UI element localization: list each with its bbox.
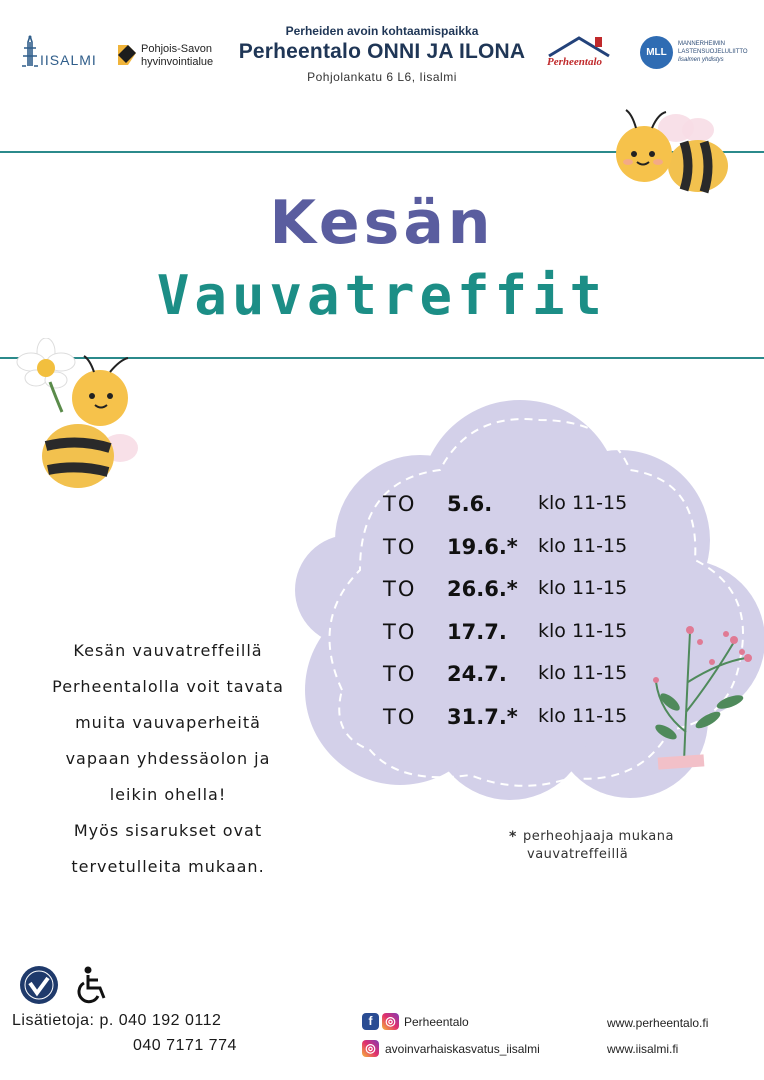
note-star: * [509, 829, 517, 845]
description-line: vapaan yhdessäolon ja [65, 749, 271, 768]
header-center [232, 24, 532, 84]
schedule-date: 17.7. [447, 620, 507, 644]
wheelchair-icon [76, 966, 110, 1004]
title-vauvatreffit: Vauvatreffit [156, 264, 608, 327]
pohjois-savon-shape-icon [116, 43, 138, 67]
schedule-time: klo 11-15 [538, 662, 628, 684]
schedule-time: klo 11-15 [538, 492, 628, 514]
description-line: tervetulleita mukaan. [71, 857, 265, 876]
web-perheentalo-link[interactable]: www.perheentalo.fi [607, 1016, 709, 1030]
social-instagram-label: avoinvarhaiskasvatus_iisalmi [385, 1042, 540, 1056]
perheentalo-logo-text: Perheentalo [547, 56, 602, 68]
description-line: leikin ohella! [109, 785, 227, 804]
header-title: Perheentalo ONNI JA ILONA [238, 40, 526, 63]
accessibility-badge-icon [19, 965, 59, 1005]
bee-top-right-icon [606, 104, 736, 204]
schedule-day: TO [383, 620, 417, 644]
schedule-day: TO [383, 492, 417, 516]
contact-phone-2: 040 7171 774 [133, 1037, 237, 1054]
description-line: Kesän vauvatreffeillä [73, 641, 263, 660]
header-address: Pohjolankatu 6 L6, Iisalmi [307, 70, 457, 84]
instagram-icon: ◎ [362, 1040, 379, 1057]
schedule-date: 26.6.* [447, 577, 518, 601]
title-kesan: Kesän [269, 188, 495, 258]
social-perheentalo-label: Perheentalo [404, 1015, 469, 1029]
mll-line3: Iisalmen yhdistys [678, 57, 724, 63]
pohjois-savon-logo [116, 43, 214, 71]
instagram-icon: ◎ [382, 1013, 399, 1030]
mll-line1: MANNERHEIMIN [678, 41, 726, 47]
description-line: Myös sisarukset ovat [73, 821, 263, 840]
description [18, 633, 318, 885]
mll-line2: LASTENSUOJELULIITTO [678, 49, 748, 55]
bee-with-flower-icon [10, 338, 150, 498]
schedule-date: 24.7. [447, 662, 507, 686]
header-subtitle: Perheiden avoin kohtaamispaikka [285, 24, 479, 38]
contact-phone-1: Lisätietoja: p. 040 192 0112 [12, 1012, 222, 1029]
perheentalo-logo [543, 34, 615, 74]
iisalmi-tower-icon [18, 34, 42, 68]
schedule-date: 19.6.* [447, 535, 518, 559]
note-line1: perheohjaaja mukana [523, 829, 674, 844]
schedule-day: TO [383, 662, 417, 686]
iisalmi-logo [18, 34, 108, 70]
schedule-time: klo 11-15 [538, 620, 628, 642]
flower-sprig-icon [650, 612, 760, 782]
schedule-time: klo 11-15 [538, 577, 628, 599]
pohjois-savon-line2: hyvinvointialue [141, 56, 214, 68]
schedule-day: TO [383, 535, 417, 559]
schedule-date: 31.7.* [447, 705, 518, 729]
description-line: muita vauvaperheitä [75, 713, 261, 732]
facebook-icon: f [362, 1013, 379, 1030]
note-line2: vauvatreffeillä [527, 847, 629, 862]
schedule-day: TO [383, 705, 417, 729]
pohjois-savon-line1: Pohjois-Savon [141, 43, 212, 55]
description-line: Perheentalolla voit tavata [52, 677, 284, 696]
schedule-time: klo 11-15 [538, 535, 628, 557]
schedule-date: 5.6. [447, 492, 493, 516]
mll-circle: MLL [640, 36, 673, 69]
web-iisalmi-link[interactable]: www.iisalmi.fi [607, 1042, 679, 1056]
schedule-day: TO [383, 577, 417, 601]
schedule-time: klo 11-15 [538, 705, 628, 727]
iisalmi-logo-text: IISALMI [40, 52, 97, 68]
